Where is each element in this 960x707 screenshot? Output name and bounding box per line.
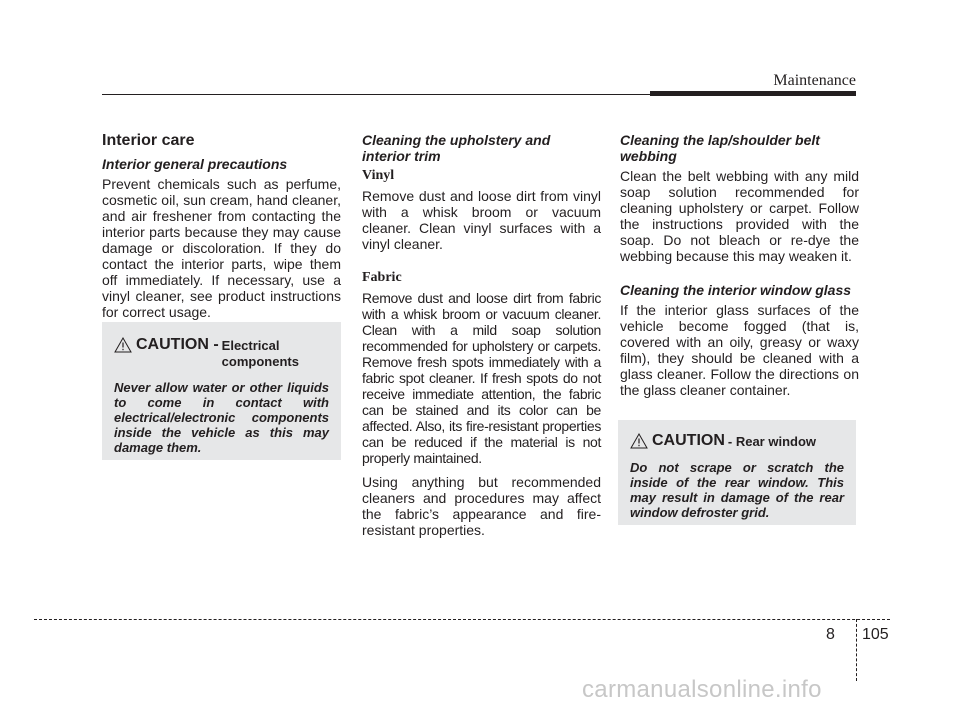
subheading-belt-webbing: Cleaning the lap/shoulder belt webbing [620,132,820,164]
subheading-vinyl: Vinyl [362,168,395,183]
column-belt-glass [620,132,859,406]
caution-subject: Electrical components [221,338,299,369]
page-number: 105 [862,626,889,643]
heading-interior-care: Interior care [102,132,195,149]
column-interior-care [102,132,341,328]
section-title: Maintenance [773,72,856,89]
caution-text: Do not scrape or scratch the inside of the rear window. This may result in damage of the rear window defroster grid. [630,460,844,520]
caution-subject: - Rear window [727,434,817,449]
caution-label: CAUTION [652,432,725,449]
caution-header [114,336,329,370]
header-rule [102,94,650,95]
paragraph-belt-webbing: Clean the belt webbing with any mild soap solution recommended for cleaning upholstery or carpet. Follow the instructions provided with the soap. Do not bleach or re-dye the webbing because this may weaken it. [620,168,859,264]
paragraph-recommended-cleaners: Using anything but recommended cleaners and procedures may affect the fabric’s appearance and fire-resistant properties. [362,474,601,538]
column-upholstery [362,132,601,546]
footer-dashed-divider [856,619,857,681]
footer-dashed-rule [34,619,890,620]
watermark: carmanualsonline.info [582,676,822,703]
warning-triangle-icon [630,433,648,449]
subheading-window-glass: Cleaning the interior window glass [620,282,852,298]
caution-label: CAUTION - [136,336,219,353]
caution-box-electrical [102,322,341,460]
chapter-number: 8 [826,626,835,643]
paragraph-window-glass: If the interior glass surfaces of the vehicle become fogged (that is, covered with an oily, greasy or waxy film), they should be cleaned with a glass cleaner. Follow the directions on the glass cleaner container. [620,302,859,398]
caution-box-rear-window [618,420,856,525]
paragraph-vinyl: Remove dust and loose dirt from vinyl with a whisk broom or vacuum cleaner. Clean vinyl surfaces with a vinyl cleaner. [362,188,601,252]
caution-text: Never allow water or other liquids to come in contact with electrical/electronic components inside the vehicle as this may damage them. [114,380,329,455]
caution-header [630,432,844,450]
subheading-upholstery: Cleaning the upholstery and interior trim [362,132,551,164]
subheading-general-precautions: Interior general precautions [102,156,288,172]
paragraph-general-precautions: Prevent chemicals such as perfume, cosmetic oil, sun cream, hand cleaner, and air freshener from contacting the interior parts because they may cause damage or discoloration. If they do contact the interior parts, wipe them off immediately. If necessary, use a vinyl cleaner, see product instructions for correct usage. [102,176,341,320]
warning-triangle-icon [114,337,132,353]
subheading-fabric: Fabric [362,270,402,285]
paragraph-fabric: Remove dust and loose dirt from fabric with a whisk broom or vacuum cleaner. Clean with a mild soap solution recommended for upholstery or carpets. Remove fresh spots immediately with a fabric spot cleaner. If fresh spots do not receive immediate attention, the fabric can be stained and its color can be affected. Also, its fire-resistant properties can be reduced if the material is not properly maintained. [362,290,601,466]
header-rule-accent [650,91,856,96]
